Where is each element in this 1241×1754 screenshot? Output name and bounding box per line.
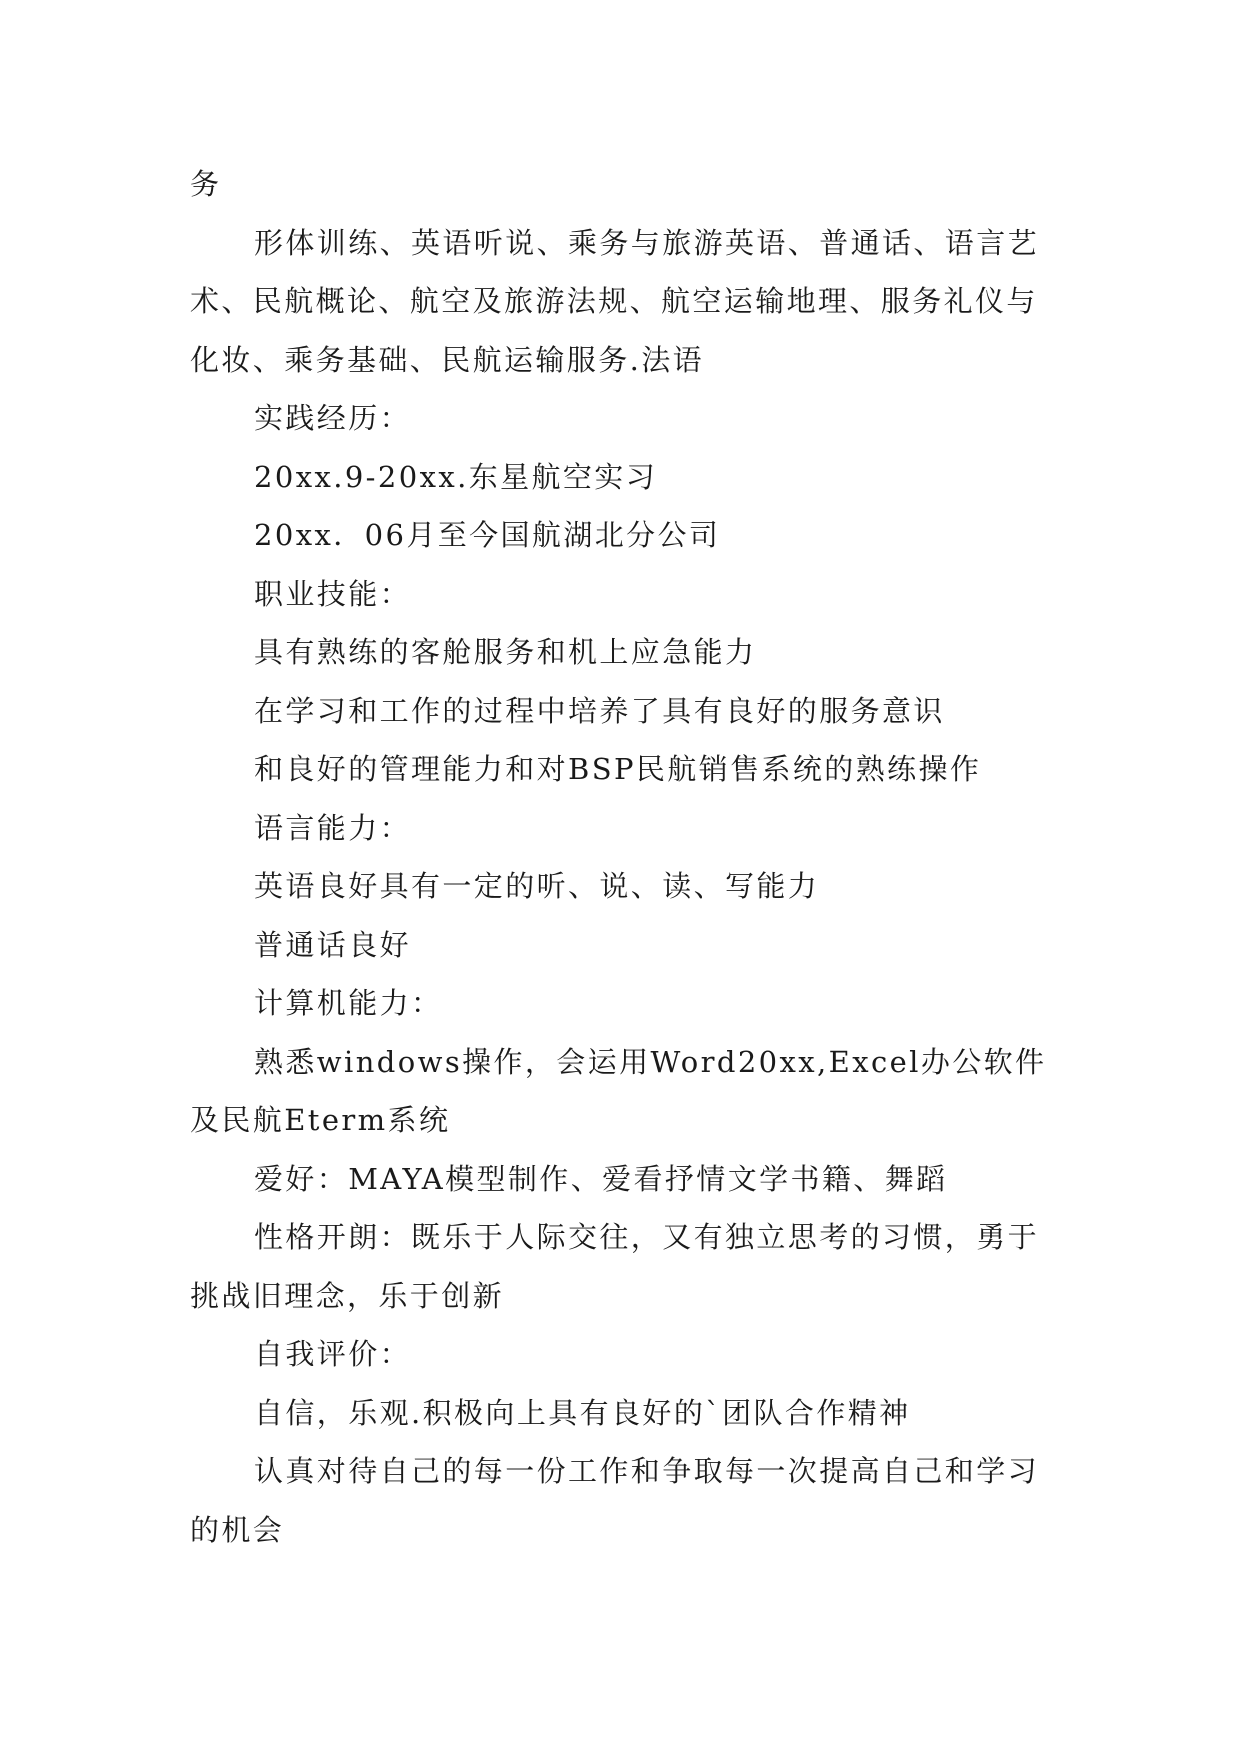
skill-item-3: 和良好的管理能力和对BSP民航销售系统的熟练操作 bbox=[254, 752, 982, 786]
heading-professional-skills: 职业技能： bbox=[254, 576, 412, 611]
hobbies-line: 爱好：MAYA模型制作、爱看抒情文学书籍、舞蹈 bbox=[254, 1161, 948, 1196]
paragraph-continuation: 务 bbox=[190, 167, 222, 201]
skill-item-1: 具有熟练的客舱服务和机上应急能力 bbox=[254, 635, 757, 669]
skill-item-2: 在学习和工作的过程中培养了具有良好的服务意识 bbox=[254, 693, 945, 728]
heading-practice-experience: 实践经历： bbox=[254, 401, 412, 435]
self-evaluation-item-1: 自信，乐观.积极向上具有良好的`团队合作精神 bbox=[254, 1395, 911, 1430]
heading-language-ability: 语言能力： bbox=[254, 810, 412, 845]
heading-self-evaluation: 自我评价： bbox=[254, 1337, 412, 1371]
document-page bbox=[190, 155, 1050, 1559]
self-evaluation-item-2: 认真对待自己的每一份工作和争取每一次提高自己和学习的机会 bbox=[190, 1454, 1040, 1547]
heading-computer-ability: 计算机能力： bbox=[254, 986, 443, 1020]
experience-item-1: 20xx.9-20xx.东星航空实习 bbox=[254, 459, 658, 494]
language-item-mandarin: 普通话良好 bbox=[254, 927, 412, 962]
paragraph-courses: 形体训练、英语听说、乘务与旅游英语、普通话、语言艺术、民航概论、航空及旅游法规、航空运输地理、服务礼仪与化妆、乘务基础、民航运输服务.法语 bbox=[190, 225, 1040, 377]
experience-item-2: 20xx．06月至今国航湖北分公司 bbox=[254, 518, 721, 552]
computer-skill-item: 熟悉windows操作，会运用Word20xx,Excel办公软件及民航Eterm系统 bbox=[190, 1044, 1047, 1137]
language-item-english: 英语良好具有一定的听、说、读、写能力 bbox=[254, 869, 820, 903]
personality-line: 性格开朗：既乐于人际交往，又有独立思考的习惯，勇于挑战旧理念，乐于创新 bbox=[190, 1220, 1040, 1313]
